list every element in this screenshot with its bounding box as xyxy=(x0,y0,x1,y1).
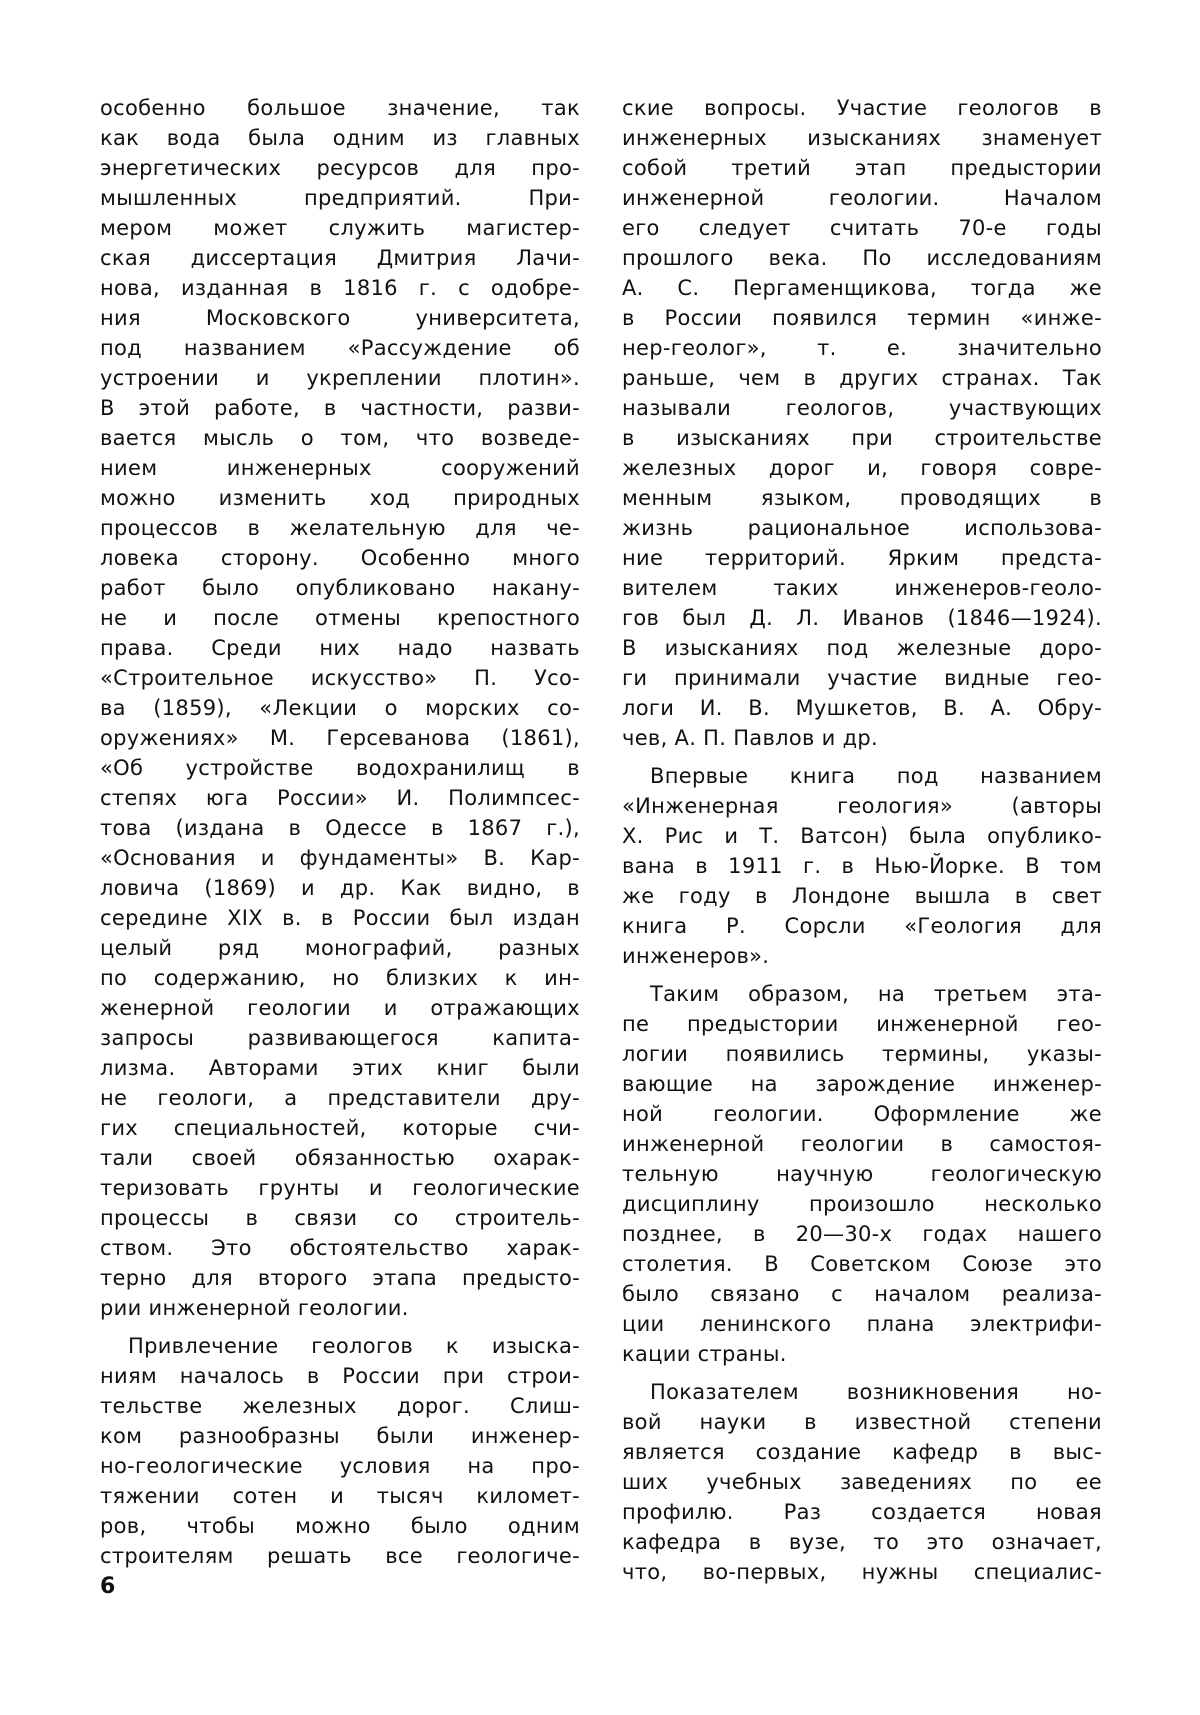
text-line: что, во-первых, нужны специалис- xyxy=(622,1560,1102,1584)
text-line: гих специальностей, которые счи- xyxy=(100,1116,580,1140)
paragraph-gap xyxy=(100,1323,580,1331)
text-line: мером может служить магистер- xyxy=(100,216,580,240)
text-line: ших учебных заведениях по ее xyxy=(622,1470,1102,1494)
text-line: является создание кафедр в выс- xyxy=(622,1440,1102,1464)
text-line: же году в Лондоне вышла в свет xyxy=(622,884,1102,908)
text-line: вающие на зарождение инженер- xyxy=(622,1072,1102,1096)
text-line: дисциплину произошло несколько xyxy=(622,1192,1102,1216)
text-line: ги принимали участие видные гео- xyxy=(622,666,1102,690)
text-line: особенно большое значение, так xyxy=(100,96,580,120)
text-line: Впервые книга под названием xyxy=(650,764,1102,788)
text-line: нова, изданная в 1816 г. с одобре- xyxy=(100,276,580,300)
text-line: столетия. В Советском Союзе это xyxy=(622,1252,1102,1276)
text-line: ская диссертация Дмитрия Лачи- xyxy=(100,246,580,270)
text-line: жизнь рациональное использова- xyxy=(622,516,1102,540)
text-line: рии инженерной геологии. xyxy=(100,1296,409,1320)
text-line: «Основания и фундаменты» В. Кар- xyxy=(100,846,580,870)
text-line: середине XIX в. в России был издан xyxy=(100,906,580,930)
text-line: женерной геологии и отражающих xyxy=(100,996,580,1020)
text-line: лизма. Авторами этих книг были xyxy=(100,1056,580,1080)
text-line: в России появился термин «инже- xyxy=(622,306,1102,330)
text-line: оружениях» М. Герсеванова (1861), xyxy=(100,726,580,750)
text-line: раньше, чем в других странах. Так xyxy=(622,366,1102,390)
text-line: логи И. В. Мушкетов, В. А. Обру- xyxy=(622,696,1102,720)
text-line: «Строительное искусство» П. Усо- xyxy=(100,666,580,690)
text-line: кафедра в вузе, то это означает, xyxy=(622,1530,1102,1554)
text-line: прошлого века. По исследованиям xyxy=(622,246,1102,270)
text-line: не и после отмены крепостного xyxy=(100,606,580,630)
text-line: менным языком, проводящих в xyxy=(622,486,1102,510)
page-number: 6 xyxy=(100,1574,116,1599)
text-line: нер-геолог», т. е. значительно xyxy=(622,336,1102,360)
text-line: ва (1859), «Лекции о морских со- xyxy=(100,696,580,720)
text-line: было связано с началом реализа- xyxy=(622,1282,1102,1306)
text-line: логии появились термины, указы- xyxy=(622,1042,1102,1066)
text-line: ком разнообразны были инженер- xyxy=(100,1424,580,1448)
text-line: можно изменить ход природных xyxy=(100,486,580,510)
text-line: тельстве железных дорог. Слиш- xyxy=(100,1394,580,1418)
paragraph-gap xyxy=(622,971,1102,979)
text-line: пе предыстории инженерной гео- xyxy=(622,1012,1102,1036)
text-line: нием инженерных сооружений xyxy=(100,456,580,480)
paragraph-gap xyxy=(622,1369,1102,1377)
text-line: тяжении сотен и тысяч километ- xyxy=(100,1484,580,1508)
text-line: профилю. Раз создается новая xyxy=(622,1500,1102,1524)
text-line: процессов в желательную для че- xyxy=(100,516,580,540)
text-line: вой науки в известной степени xyxy=(622,1410,1102,1434)
text-line: Показателем возникновения но- xyxy=(650,1380,1102,1404)
text-line: инженеров». xyxy=(622,944,770,968)
text-line: собой третий этап предыстории xyxy=(622,156,1102,180)
text-line: тельную научную геологическую xyxy=(622,1162,1102,1186)
text-line: ловича (1869) и др. Как видно, в xyxy=(100,876,580,900)
text-line: права. Среди них надо назвать xyxy=(100,636,580,660)
text-line: гов был Д. Л. Иванов (1846—1924). xyxy=(622,606,1102,630)
text-line: ние территорий. Ярким предста- xyxy=(622,546,1102,570)
text-line: степях юга России» И. Полимпсес- xyxy=(100,786,580,810)
text-line: запросы развивающегося капита- xyxy=(100,1026,580,1050)
text-line: вана в 1911 г. в Нью-Йорке. В том xyxy=(622,854,1102,878)
text-line: железных дорог и, говоря совре- xyxy=(622,456,1102,480)
right-text-column xyxy=(622,93,1102,1587)
text-line: чев, А. П. Павлов и др. xyxy=(622,726,879,750)
text-line: вителем таких инженеров-геоло- xyxy=(622,576,1102,600)
text-line: как вода была одним из главных xyxy=(100,126,580,150)
text-line: ния Московского университета, xyxy=(100,306,580,330)
text-line: «Об устройстве водохранилищ в xyxy=(100,756,580,780)
text-line: кации страны. xyxy=(622,1342,787,1366)
text-line: теризовать грунты и геологические xyxy=(100,1176,580,1200)
text-line: не геологи, а представители дру- xyxy=(100,1086,580,1110)
text-line: В этой работе, в частности, разви- xyxy=(100,396,580,420)
text-line: Привлечение геологов к изыска- xyxy=(128,1334,580,1358)
text-line: Таким образом, на третьем эта- xyxy=(650,982,1102,1006)
text-line: называли геологов, участвующих xyxy=(622,396,1102,420)
text-line: устроении и укреплении плотин». xyxy=(100,366,580,390)
text-line: целый ряд монографий, разных xyxy=(100,936,580,960)
text-line: его следует считать 70-е годы xyxy=(622,216,1102,240)
text-line: ством. Это обстоятельство харак- xyxy=(100,1236,580,1260)
left-text-column xyxy=(100,93,580,1571)
text-line: ции ленинского плана электрифи- xyxy=(622,1312,1102,1336)
text-line: тали своей обязанностью охарак- xyxy=(100,1146,580,1170)
text-line: ной геологии. Оформление же xyxy=(622,1102,1102,1126)
text-line: инженерных изысканиях знаменует xyxy=(622,126,1102,150)
text-line: мышленных предприятий. При- xyxy=(100,186,580,210)
text-line: инженерной геологии. Началом xyxy=(622,186,1102,210)
text-line: «Инженерная геология» (авторы xyxy=(622,794,1102,818)
text-line: позднее, в 20—30-х годах нашего xyxy=(622,1222,1102,1246)
text-line: ские вопросы. Участие геологов в xyxy=(622,96,1102,120)
text-line: вается мысль о том, что возведе- xyxy=(100,426,580,450)
text-line: В изысканиях под железные доро- xyxy=(622,636,1102,660)
text-line: процессы в связи со строитель- xyxy=(100,1206,580,1230)
text-line: но-геологические условия на про- xyxy=(100,1454,580,1478)
text-line: под названием «Рассуждение об xyxy=(100,336,580,360)
text-line: ловека сторону. Особенно много xyxy=(100,546,580,570)
text-line: инженерной геологии в самостоя- xyxy=(622,1132,1102,1156)
text-line: Х. Рис и Т. Ватсон) была опублико- xyxy=(622,824,1102,848)
text-line: терно для второго этапа предысто- xyxy=(100,1266,580,1290)
text-line: ниям началось в России при строи- xyxy=(100,1364,580,1388)
text-line: энергетических ресурсов для про- xyxy=(100,156,580,180)
text-line: работ было опубликовано накану- xyxy=(100,576,580,600)
paragraph-gap xyxy=(622,753,1102,761)
text-line: в изысканиях при строительстве xyxy=(622,426,1102,450)
text-line: това (издана в Одессе в 1867 г.), xyxy=(100,816,580,840)
text-line: по содержанию, но близких к ин- xyxy=(100,966,580,990)
text-line: книга Р. Сорсли «Геология для xyxy=(622,914,1102,938)
text-line: строителям решать все геологиче- xyxy=(100,1544,580,1568)
text-line: А. С. Пергаменщикова, тогда же xyxy=(622,276,1102,300)
text-line: ров, чтобы можно было одним xyxy=(100,1514,580,1538)
